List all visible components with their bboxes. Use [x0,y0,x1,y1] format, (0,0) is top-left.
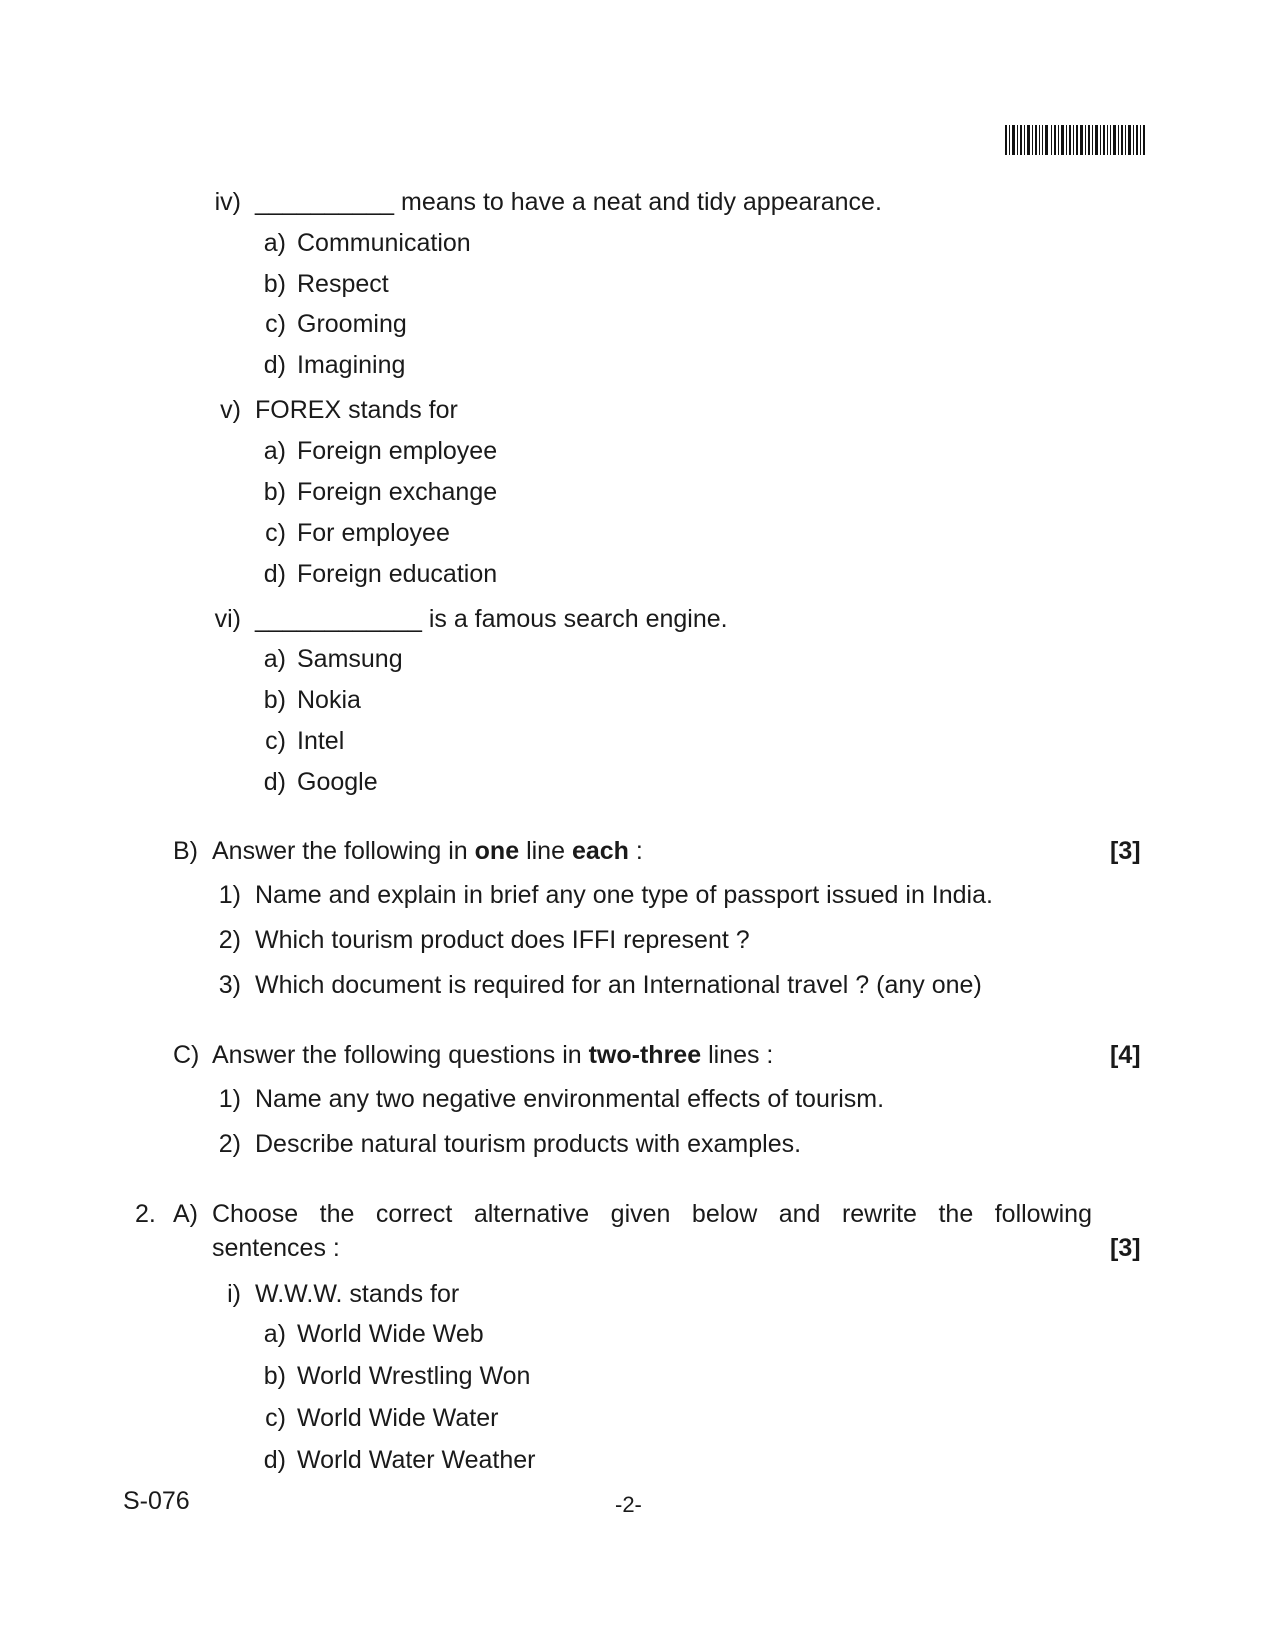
heading-emphasis: one [474,837,520,865]
question-number: 2. [135,1200,156,1228]
heading-text: : [635,837,643,865]
question-text [255,604,728,634]
item-text: Which tourism product does IFFI represent ? [255,926,750,954]
answer-blank: ____________ [255,605,422,633]
item-number: 2) [218,1130,241,1158]
option-text: Respect [297,270,389,298]
option-text: World Wide Web [297,1320,484,1348]
option-letter: b) [263,686,286,714]
option-letter: d) [263,1446,286,1474]
option-text: For employee [297,519,450,547]
question-number: i) [227,1280,241,1308]
option-letter: b) [263,478,286,506]
marks-label: [3] [1110,837,1141,865]
question-number: v) [220,396,241,424]
question-stem: W.W.W. stands for [255,1280,460,1308]
question-stem: means to have a neat and tidy appearance. [401,188,882,216]
option-letter: c) [265,1404,286,1432]
question-number: vi) [214,605,241,633]
option-text: World Water Weather [297,1446,536,1474]
heading-emphasis: two-three [588,1041,702,1069]
option-letter: b) [263,270,286,298]
option-text: Communication [297,229,471,257]
marks-label: [3] [1110,1234,1141,1262]
option-text: World Wrestling Won [297,1362,531,1390]
item-number: 1) [218,1085,241,1113]
heading-emphasis: each [571,837,629,865]
question-stem: FOREX stands for [255,396,458,424]
option-letter: a) [263,437,286,465]
section-heading [212,1040,773,1070]
option-text: Samsung [297,645,403,673]
option-letter: a) [263,1320,286,1348]
option-letter: b) [263,1362,286,1390]
option-letter: d) [263,351,286,379]
option-letter: c) [265,727,286,755]
item-number: 1) [218,881,241,909]
marks-label: [4] [1110,1041,1141,1069]
question-instruction: Choose the correct alternative given below and rewrite the following [212,1200,1092,1228]
section-heading [212,836,643,866]
option-letter: d) [263,560,286,588]
question-text [255,187,882,217]
heading-text: line [526,837,565,865]
option-text: Nokia [297,686,361,714]
option-letter: a) [263,229,286,257]
answer-blank: __________ [255,188,395,216]
item-text: Which document is required for an International travel ? (any one) [255,971,982,999]
section-label: B) [173,837,198,865]
heading-text: lines : [708,1041,774,1069]
question-instruction: sentences : [212,1234,340,1262]
option-letter: c) [265,519,286,547]
option-text: Grooming [297,310,407,338]
item-text: Name and explain in brief any one type of passport issued in India. [255,881,993,909]
option-text: Foreign employee [297,437,498,465]
option-text: Foreign education [297,560,498,588]
option-letter: a) [263,645,286,673]
section-label: C) [173,1041,200,1069]
page-number: -2- [615,1492,642,1517]
option-text: Imagining [297,351,406,379]
item-text: Describe natural tourism products with examples. [255,1130,802,1158]
item-number: 3) [218,971,241,999]
question-number: iv) [214,188,241,216]
option-letter: d) [263,768,286,796]
barcode-image [1005,125,1145,155]
option-letter: c) [265,310,286,338]
option-text: World Wide Water [297,1404,499,1432]
item-text: Name any two negative environmental effects of tourism. [255,1085,885,1113]
paper-code: S-076 [123,1487,190,1515]
section-label: A) [173,1200,198,1228]
heading-text: Answer the following in [212,837,468,865]
item-number: 2) [218,926,241,954]
option-text: Google [297,768,378,796]
option-text: Foreign exchange [297,478,498,506]
question-stem: is a famous search engine. [428,605,728,633]
heading-text: Answer the following questions in [212,1041,582,1069]
option-text: Intel [297,727,345,755]
